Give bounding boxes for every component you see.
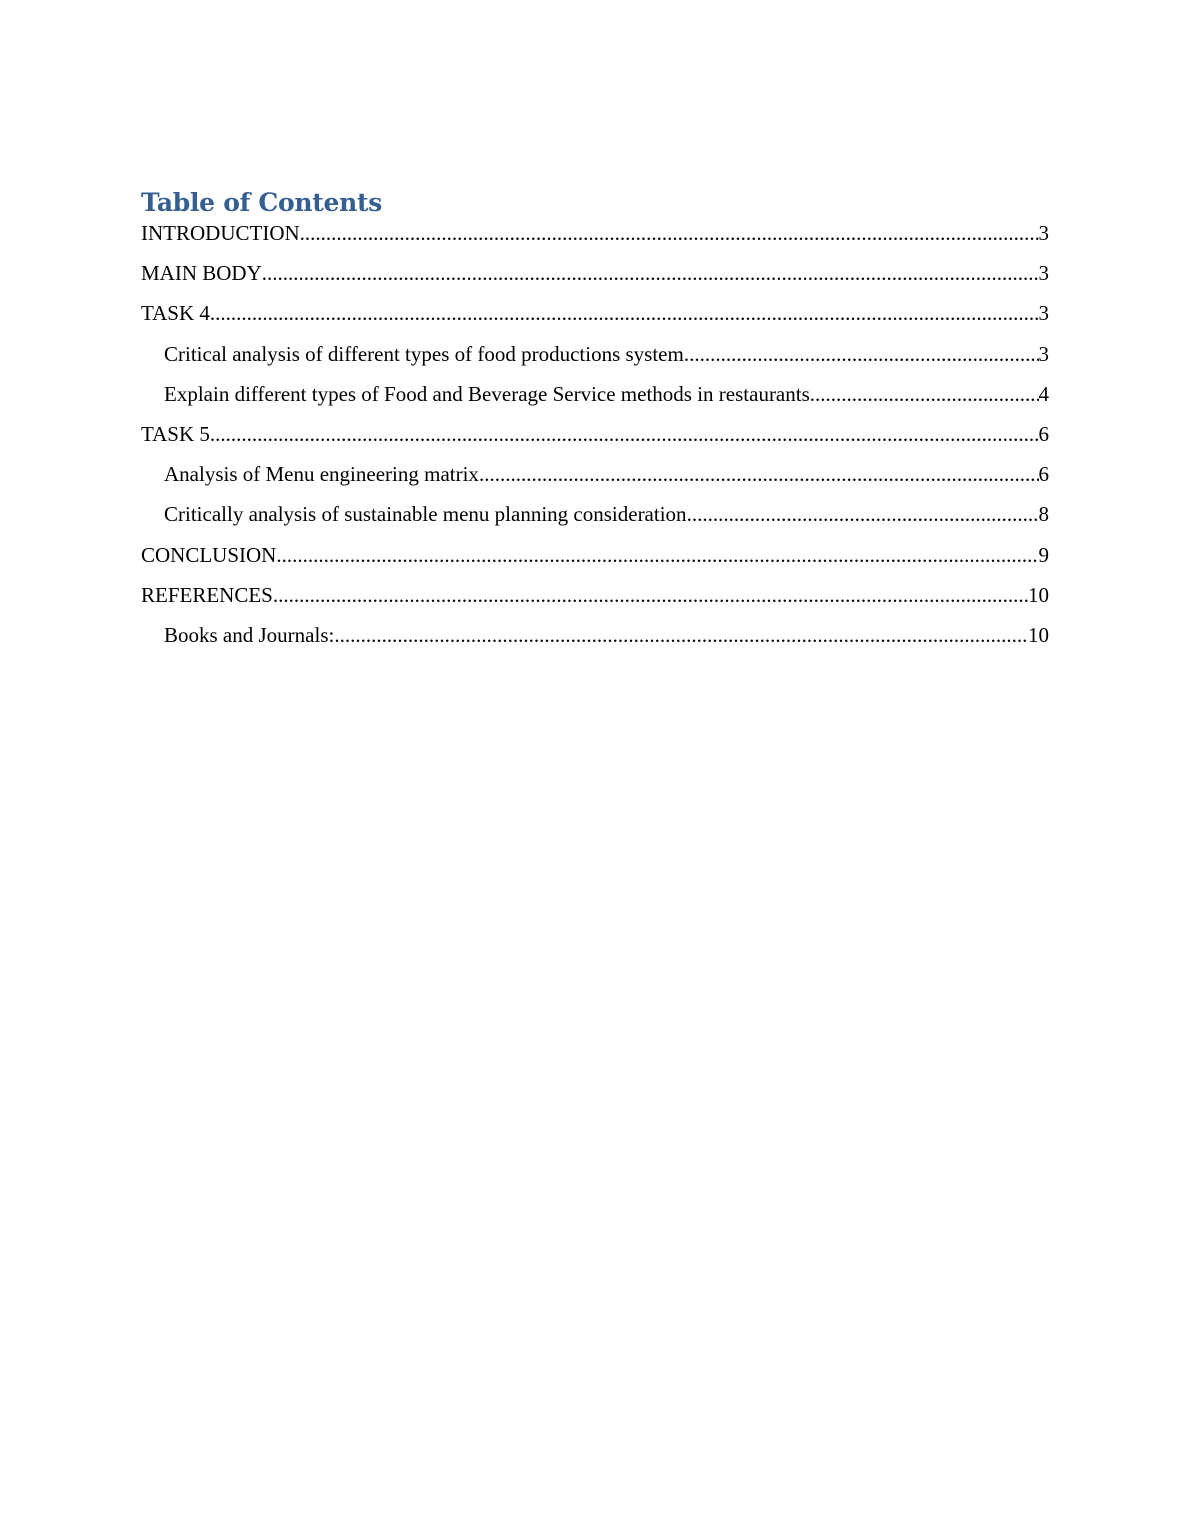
toc-entry-page-number: 4	[1038, 381, 1049, 406]
toc-entry-task-5[interactable]	[141, 422, 1049, 462]
toc-leader-dots	[300, 221, 1039, 246]
toc-entry-page-number: 9	[1038, 542, 1049, 567]
toc-entry-label: Analysis of Menu engineering matrix	[164, 462, 479, 487]
toc-entry-page-number: 10	[1028, 622, 1049, 647]
toc-entry-page-number: 10	[1028, 582, 1049, 607]
toc-entry-introduction[interactable]	[141, 221, 1049, 261]
toc-leader-dots	[210, 422, 1039, 447]
toc-entry-page-number: 8	[1038, 502, 1049, 527]
toc-entry-references[interactable]	[141, 583, 1049, 623]
toc-entry-label: Critical analysis of different types of food productions system	[164, 341, 684, 366]
toc-entry-label: TASK 5	[141, 421, 210, 446]
toc-leader-dots	[334, 623, 1028, 648]
toc-entry-page-number: 3	[1038, 221, 1049, 245]
toc-entry-label: TASK 4	[141, 301, 210, 326]
toc-title: Table of Contents	[141, 188, 383, 217]
toc-entry-conclusion[interactable]	[141, 543, 1049, 583]
toc-entry-label: CONCLUSION	[141, 542, 277, 567]
toc-entry-label: MAIN BODY	[141, 261, 262, 286]
toc-entry-page-number: 3	[1038, 261, 1049, 286]
toc-entry-sustainable-menu-planning[interactable]	[141, 502, 1049, 542]
toc-entry-food-production-systems[interactable]	[141, 342, 1049, 382]
toc-entry-page-number: 3	[1038, 301, 1049, 326]
toc-entry-service-methods[interactable]	[141, 382, 1049, 422]
toc-leader-dots	[276, 543, 1038, 568]
toc-leader-dots	[210, 301, 1039, 326]
toc-leader-dots	[684, 342, 1039, 367]
toc-entry-label: Books and Journals:	[164, 622, 335, 647]
table-of-contents	[141, 186, 1049, 663]
toc-leader-dots	[479, 462, 1039, 487]
toc-entry-task-4[interactable]	[141, 301, 1049, 341]
toc-entry-page-number: 6	[1038, 421, 1049, 446]
toc-entry-books-and-journals[interactable]	[141, 623, 1049, 663]
toc-entry-label: Explain different types of Food and Beverage Service methods in restaurants	[164, 381, 810, 406]
toc-leader-dots	[810, 382, 1039, 407]
toc-entry-label: Critically analysis of sustainable menu planning consideration	[164, 502, 687, 527]
toc-leader-dots	[687, 502, 1039, 527]
toc-list	[141, 221, 1049, 663]
toc-leader-dots	[262, 261, 1039, 286]
toc-entry-page-number: 3	[1038, 341, 1049, 366]
toc-entry-main-body[interactable]	[141, 261, 1049, 301]
toc-entry-label: REFERENCES	[141, 582, 273, 607]
toc-leader-dots	[273, 583, 1028, 608]
toc-entry-menu-engineering-matrix[interactable]	[141, 462, 1049, 502]
toc-entry-label: INTRODUCTION	[141, 221, 300, 245]
toc-entry-page-number: 6	[1038, 462, 1049, 487]
